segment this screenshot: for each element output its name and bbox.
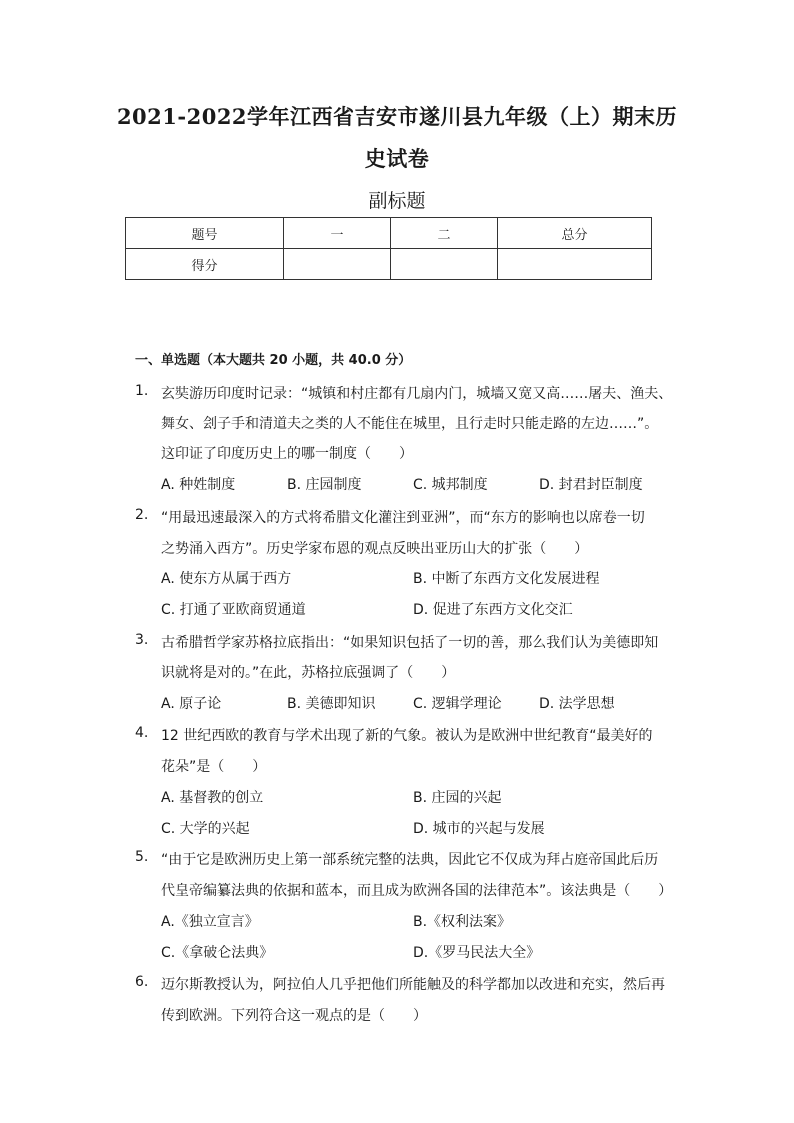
question-text: 这印证了印度历史上的哪一制度（ ） (161, 446, 413, 462)
question-text: 舞女、刽子手和清道夫之类的人不能住在城里，且行走时只能走路的左边……”。 (161, 416, 659, 432)
option-c[interactable]: C. 逻辑学理论 (413, 696, 502, 712)
question-text: “由于它是欧洲历史上第一部系统完整的法典，因此它不仅成为拜占庭帝国此后历 (161, 852, 659, 868)
section-heading: 一、单选题（本大题共 20 小题，共 40.0 分） (135, 353, 412, 368)
score-cell: 得分 (126, 249, 284, 280)
option-d[interactable]: D. 法学思想 (539, 696, 615, 712)
question-number: 6. (135, 974, 149, 990)
option-a[interactable]: A. 种姓制度 (161, 477, 236, 493)
score-table-header-row (126, 218, 652, 249)
question-number: 3. (135, 632, 149, 648)
option-c[interactable]: C. 打通了亚欧商贸通道 (161, 602, 306, 618)
score-table-score-row (126, 249, 652, 280)
score-input-cell[interactable] (284, 249, 391, 280)
score-table (125, 217, 652, 280)
option-d[interactable]: D. 封君封臣制度 (539, 477, 643, 493)
question-text: 传到欧洲。下列符合这一观点的是（ ） (161, 1008, 427, 1024)
question-text: 识就将是对的。”在此，苏格拉底强调了（ ） (161, 665, 456, 681)
option-c[interactable]: C. 城邦制度 (413, 477, 488, 493)
score-cell: 一 (284, 218, 391, 249)
option-b[interactable]: B. 庄园的兴起 (413, 790, 502, 806)
option-a[interactable]: A. 使东方从属于西方 (161, 571, 292, 587)
option-b[interactable]: B. 中断了东西方文化发展进程 (413, 571, 600, 587)
option-c[interactable]: C. 大学的兴起 (161, 821, 250, 837)
question-number: 2. (135, 507, 149, 523)
question-text: 玄奘游历印度时记录：“城镇和村庄都有几扇内门，城墙又宽又高……屠夫、渔夫、 (161, 386, 673, 402)
exam-subtitle: 副标题 (368, 190, 426, 212)
question-text: 迈尔斯教授认为，阿拉伯人几乎把他们所能触及的科学都加以改进和充实，然后再 (161, 977, 665, 993)
question-text: 古希腊哲学家苏格拉底指出：“如果知识包括了一切的善，那么我们认为美德即知 (161, 635, 659, 651)
question-text: 代皇帝编纂法典的依据和蓝本，而且成为欧洲各国的法律范本”。该法典是（ ） (161, 883, 673, 899)
exam-title-line-2: 史试卷 (364, 146, 430, 171)
question-text: 之势涌入西方”。历史学家布恩的观点反映出亚历山大的扩张（ ） (161, 541, 589, 557)
question-number: 4. (135, 725, 149, 741)
score-input-cell[interactable] (498, 249, 652, 280)
exam-title-line-1: 2021-2022学年江西省吉安市遂川县九年级（上）期末历 (116, 104, 678, 129)
option-b[interactable]: B. 美德即知识 (287, 696, 376, 712)
score-cell: 二 (391, 218, 498, 249)
question-text: 12 世纪西欧的教育与学术出现了新的气象。被认为是欧洲中世纪教育“最美好的 (161, 728, 653, 744)
option-b[interactable]: B. 庄园制度 (287, 477, 362, 493)
option-c[interactable]: C.《拿破仑法典》 (161, 945, 274, 961)
score-cell: 总分 (498, 218, 652, 249)
option-b[interactable]: B.《权利法案》 (413, 914, 512, 930)
option-a[interactable]: A. 原子论 (161, 696, 222, 712)
option-a[interactable]: A.《独立宣言》 (161, 914, 259, 930)
question-number: 1. (135, 383, 149, 399)
score-cell: 题号 (126, 218, 284, 249)
option-a[interactable]: A. 基督教的创立 (161, 790, 264, 806)
option-d[interactable]: D. 城市的兴起与发展 (413, 821, 545, 837)
question-text: “用最迅速最深入的方式将希腊文化灌注到亚洲”，而“东方的影响也以席卷一切 (161, 510, 645, 526)
option-d[interactable]: D. 促进了东西方文化交汇 (413, 602, 573, 618)
score-input-cell[interactable] (391, 249, 498, 280)
option-d[interactable]: D.《罗马民法大全》 (413, 945, 541, 961)
question-number: 5. (135, 849, 149, 865)
question-text: 花朵”是（ ） (161, 759, 267, 775)
